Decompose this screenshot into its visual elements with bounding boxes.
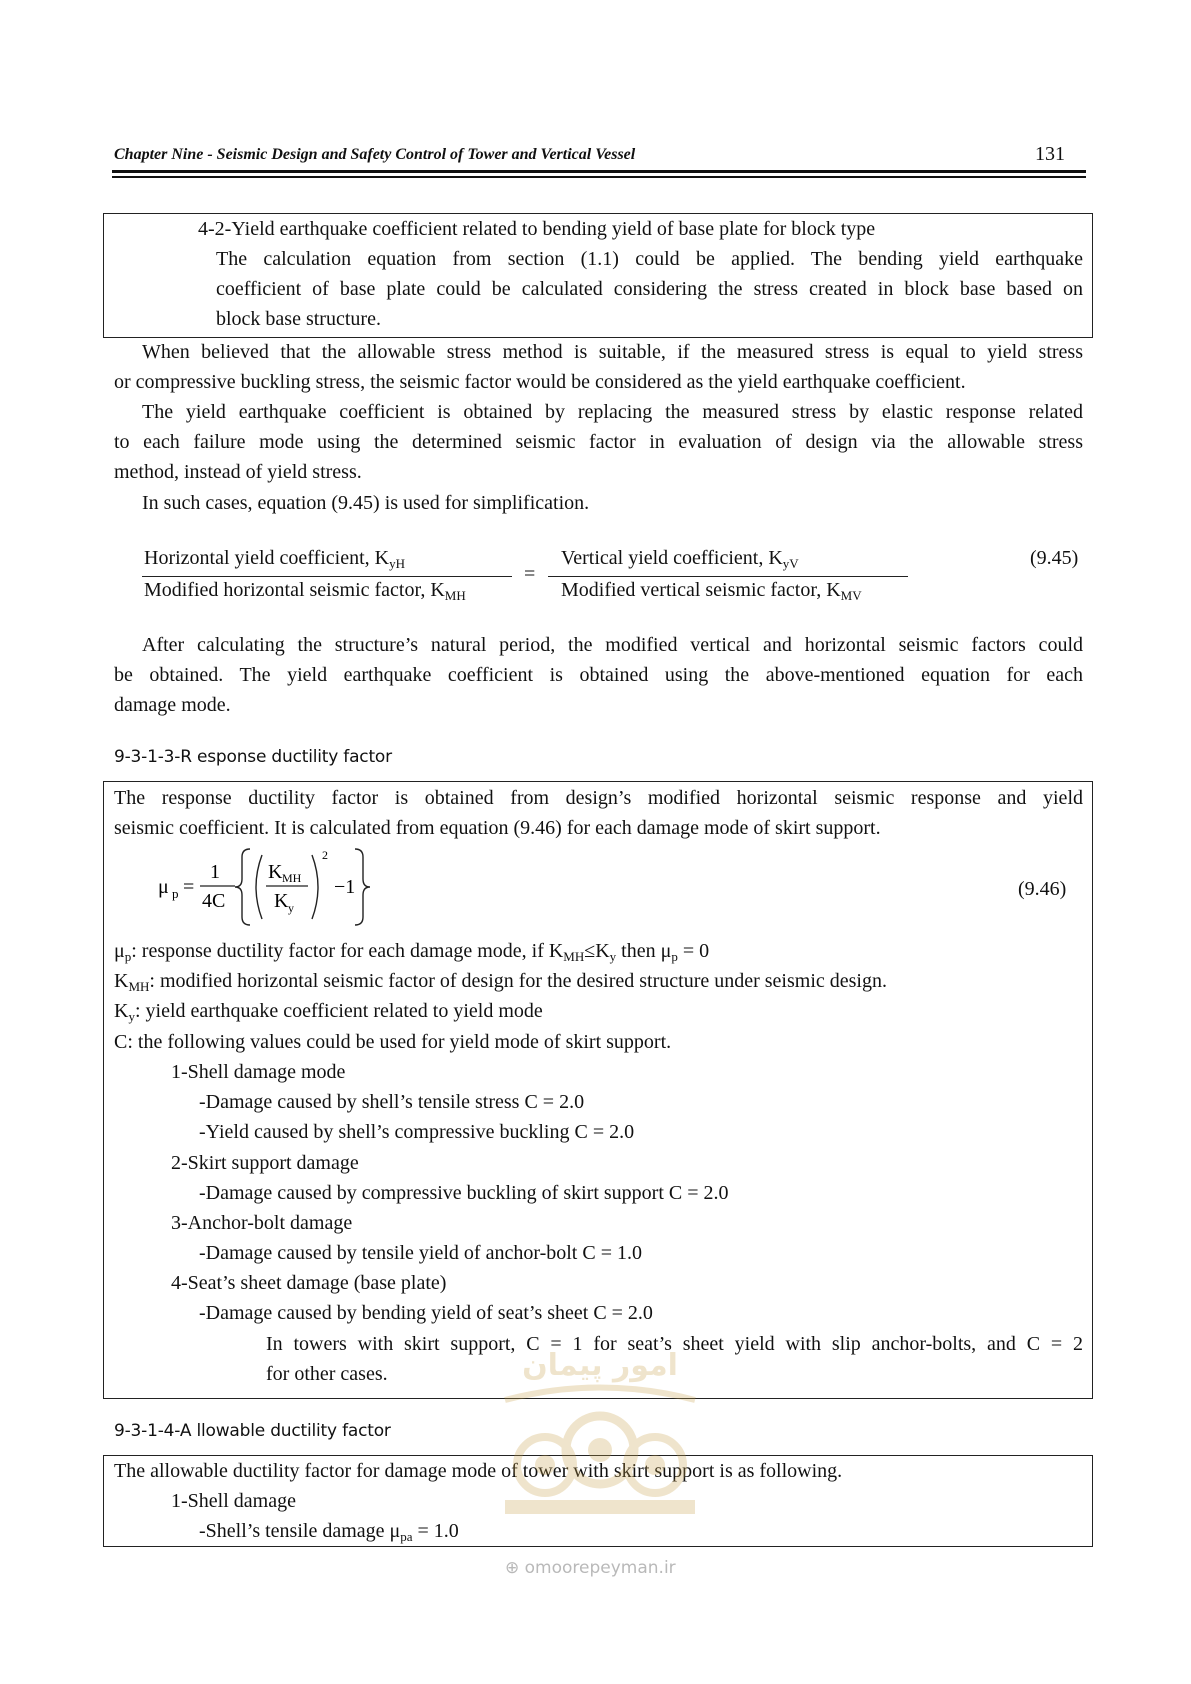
section-9-3-1-4-heading: 9-3-1-4-A llowable ductility factor [114, 1421, 391, 1441]
def-ky: $K_y$: yield earthquake coefficient related to yield mode [114, 1000, 543, 1024]
section-4-intro: The allowable ductility factor for damage mode of tower with skirt support is as following. [114, 1460, 843, 1482]
note-line-1: In towers with skirt support, C = 1 for seat’s sheet yield with slip anchor-bolts, and C = 2 [266, 1333, 1083, 1355]
note-line-2: for other cases. [266, 1363, 388, 1385]
section-4-2-line-2: coefficient of base plate could be calculated considering the stress created in block base based on [216, 278, 1083, 300]
paragraph-1-line-1: When believed that the allowable stress method is suitable, if the measured stress is equal to yield stress [142, 341, 1083, 363]
running-header-title: Chapter Nine - Seismic Design and Safety Control of Tower and Vertical Vessel [114, 146, 636, 163]
section-3-intro-line-2: seismic coefficient. It is calculated from equation (9.46) for each damage mode of skirt support. [114, 817, 881, 839]
section-4-2-heading: 4-2-Yield earthquake coefficient related to bending yield of base plate for block type [198, 218, 876, 240]
globe-icon: ⊕ [505, 1558, 520, 1578]
watermark-url: ⊕ omoorepeyman.ir [505, 1558, 676, 1578]
section-4-2-line-1: The calculation equation from section (1.1) could be applied. The bending yield earthquake [216, 248, 1083, 270]
eq946-one: 1 [210, 861, 220, 883]
paragraph-2-line-2: to each failure mode using the determined seismic factor in evaluation of design via the allowable stress [114, 431, 1083, 453]
eq946-ky: K [274, 890, 289, 912]
eq946-minus-one: −1 [334, 876, 356, 898]
watermark-gear-icon [485, 1330, 715, 1550]
eq945-right-denominator: Modified vertical seismic factor, $K_{MV}$ [561, 579, 862, 603]
header-rule-thick [112, 170, 1086, 173]
eq946-left-brace [235, 849, 250, 925]
section-4-2-line-3: block base structure. [216, 308, 381, 330]
svg-text:امور پیمان: امور پیمان [522, 1348, 678, 1383]
paragraph-1-line-2: or compressive buckling stress, the seismic factor would be considered as the yield earthquake coefficient. [114, 371, 966, 393]
eq945-left-denominator: Modified horizontal seismic factor, $K_{MH}$ [144, 579, 466, 603]
eq946-kmh: K [268, 861, 283, 883]
def-mu-p: $\mu_p$: response ductility factor for each damage mode, if $K_{MH}\le K_y$ then $\mu_p = 0$ [114, 940, 710, 964]
eq946-kmh-sub: MH [282, 871, 302, 885]
eq946-left-paren [256, 855, 262, 919]
item-seat-bending: -Damage caused by bending yield of seat’s sheet C = 2.0 [199, 1302, 653, 1324]
paragraph-4-line-3: damage mode. [114, 694, 231, 716]
eq946-exponent: 2 [322, 848, 328, 862]
item-anchor-tensile: -Damage caused by tensile yield of anchor-bolt C = 1.0 [199, 1242, 642, 1264]
eq946-number: (9.46) [1018, 878, 1067, 900]
item-shell-buckling: -Yield caused by shell’s compressive buckling C = 2.0 [199, 1121, 635, 1143]
paragraph-4-line-1: After calculating the structure’s natural period, the modified vertical and horizontal seismic factors could [142, 634, 1083, 656]
eq945-left-numerator: Horizontal yield coefficient, $K_{yH}$ [144, 547, 405, 571]
eq946-right-brace [355, 849, 370, 925]
eq946 [150, 845, 1090, 930]
eq946-equals: = [183, 876, 195, 898]
def-c: C: the following values could be used for yield mode of skirt support. [114, 1031, 672, 1053]
eq946-ky-sub: y [288, 901, 294, 915]
page-number: 131 [1035, 143, 1065, 165]
item-seat-sheet: 4-Seat’s sheet damage (base plate) [171, 1272, 447, 1294]
section-4-item-shell-tensile: -Shell’s tensile damage $\mu_{pa} = 1.0$ [199, 1520, 459, 1544]
section-3-intro-line-1: The response ductility factor is obtained from design’s modified horizontal seismic response and yield [114, 787, 1083, 809]
item-skirt-buckling: -Damage caused by compressive buckling of skirt support C = 2.0 [199, 1182, 729, 1204]
item-anchor-bolt: 3-Anchor-bolt damage [171, 1212, 353, 1234]
eq946-mu-sub: p [172, 886, 179, 901]
item-shell-damage-mode: 1-Shell damage mode [171, 1061, 346, 1083]
watermark-logo [485, 1330, 715, 1550]
eq945-number: (9.45) [1030, 547, 1079, 569]
paragraph-4-line-2: be obtained. The yield earthquake coefficient is obtained using the above-mentioned equation for each [114, 664, 1083, 686]
section-9-3-1-3-heading: 9-3-1-3-R esponse ductility factor [114, 747, 392, 767]
item-shell-tensile: -Damage caused by shell’s tensile stress C = 2.0 [199, 1091, 585, 1113]
eq946-formula [150, 845, 390, 930]
eq946-fourC: 4C [202, 890, 226, 912]
eq945-equals: = [524, 563, 536, 585]
paragraph-2-line-1: The yield earthquake coefficient is obtained by replacing the measured stress by elastic response related [142, 401, 1083, 423]
def-kmh: $K_{MH}$: modified horizontal seismic factor of design for the desired structure under seismic design. [114, 970, 887, 994]
eq946-mu: μ [158, 876, 169, 898]
paragraph-2-line-3: method, instead of yield stress. [114, 461, 362, 483]
section-4-item-shell: 1-Shell damage [171, 1490, 296, 1512]
paragraph-3-line-1: In such cases, equation (9.45) is used for simplification. [142, 492, 590, 514]
item-skirt-support: 2-Skirt support damage [171, 1152, 359, 1174]
eq946-right-paren [312, 855, 318, 919]
header-rule-thin [112, 176, 1086, 178]
eq945-right-numerator: Vertical yield coefficient, $K_{yV}$ [561, 547, 799, 571]
